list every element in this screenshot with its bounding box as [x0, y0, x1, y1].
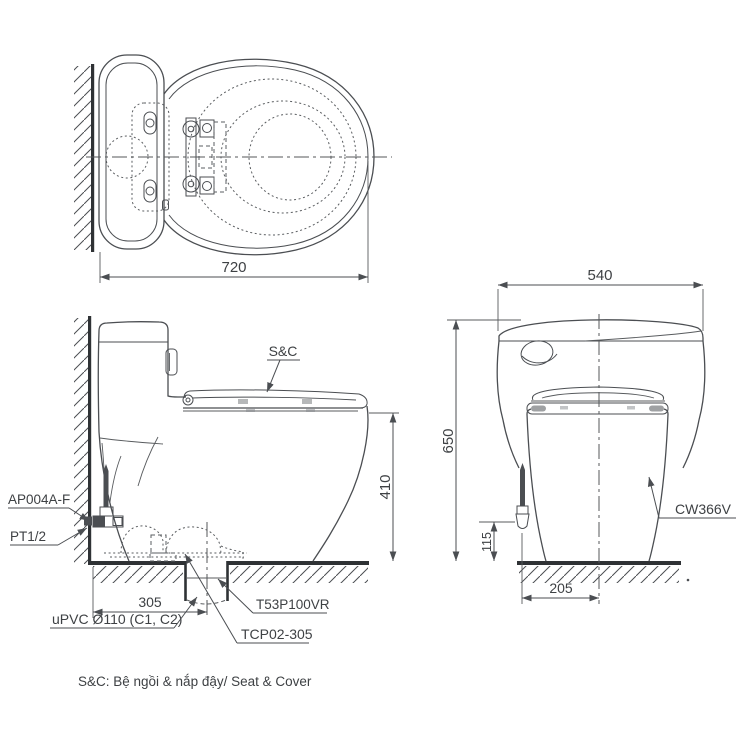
- callout-seat-cover: [267, 343, 300, 392]
- label-cw366v: CW366V: [675, 501, 732, 517]
- wall-hatch-top-view: [74, 66, 91, 250]
- callout-flange: [218, 579, 330, 613]
- label-t53p100vr: T53P100VR: [256, 597, 330, 612]
- dimension-410: [369, 413, 399, 561]
- dimension-650: [440, 320, 521, 561]
- dim-650-text: 650: [440, 428, 457, 454]
- supply-valve-front: [516, 463, 529, 529]
- tank-side-outline: [98, 322, 186, 432]
- front-view: [440, 267, 736, 604]
- wall-line-side-view: [88, 316, 91, 565]
- dim-205-text: 205: [549, 580, 573, 596]
- top-view: [74, 55, 392, 283]
- dimension-540: [498, 267, 703, 331]
- dim-305-text: 305: [138, 594, 162, 610]
- floor-hatch-left: [93, 566, 183, 583]
- floor-hatch-right: [230, 566, 368, 583]
- label-tcp02305: TCP02-305: [241, 626, 313, 642]
- side-view: [8, 316, 399, 643]
- wall-hatch-side-view: [74, 318, 89, 564]
- tank-plan-outline: [99, 55, 169, 249]
- label-sc-callout: S&C: [268, 343, 298, 359]
- dimension-115: [479, 522, 515, 561]
- dim-720-text: 720: [221, 259, 247, 276]
- bowl-side-outline: [99, 406, 368, 561]
- label-pt12: PT1/2: [10, 529, 47, 544]
- callout-bowl-model: [649, 477, 736, 518]
- floor-line-left: [90, 561, 185, 565]
- seat-front-outline: [527, 387, 668, 414]
- caption-seat-cover: S&C: Bệ ngồi & nắp đậy/ Seat & Cover: [78, 674, 312, 689]
- dim-540-text: 540: [587, 267, 613, 284]
- label-ap004af: AP004A-F: [8, 492, 71, 507]
- dimension-720: [100, 161, 368, 283]
- floor-line-right: [228, 561, 369, 565]
- callout-outlet-pipe: [50, 597, 197, 628]
- wall-line-top-view: [91, 64, 94, 252]
- label-upvc: uPVC Ø110 (C1, C2): [52, 611, 183, 627]
- dim-410-text: 410: [377, 474, 394, 500]
- dim-115-text: 115: [480, 532, 494, 552]
- bowl-front-outline: [527, 409, 668, 561]
- seat-side-outline: [183, 390, 367, 412]
